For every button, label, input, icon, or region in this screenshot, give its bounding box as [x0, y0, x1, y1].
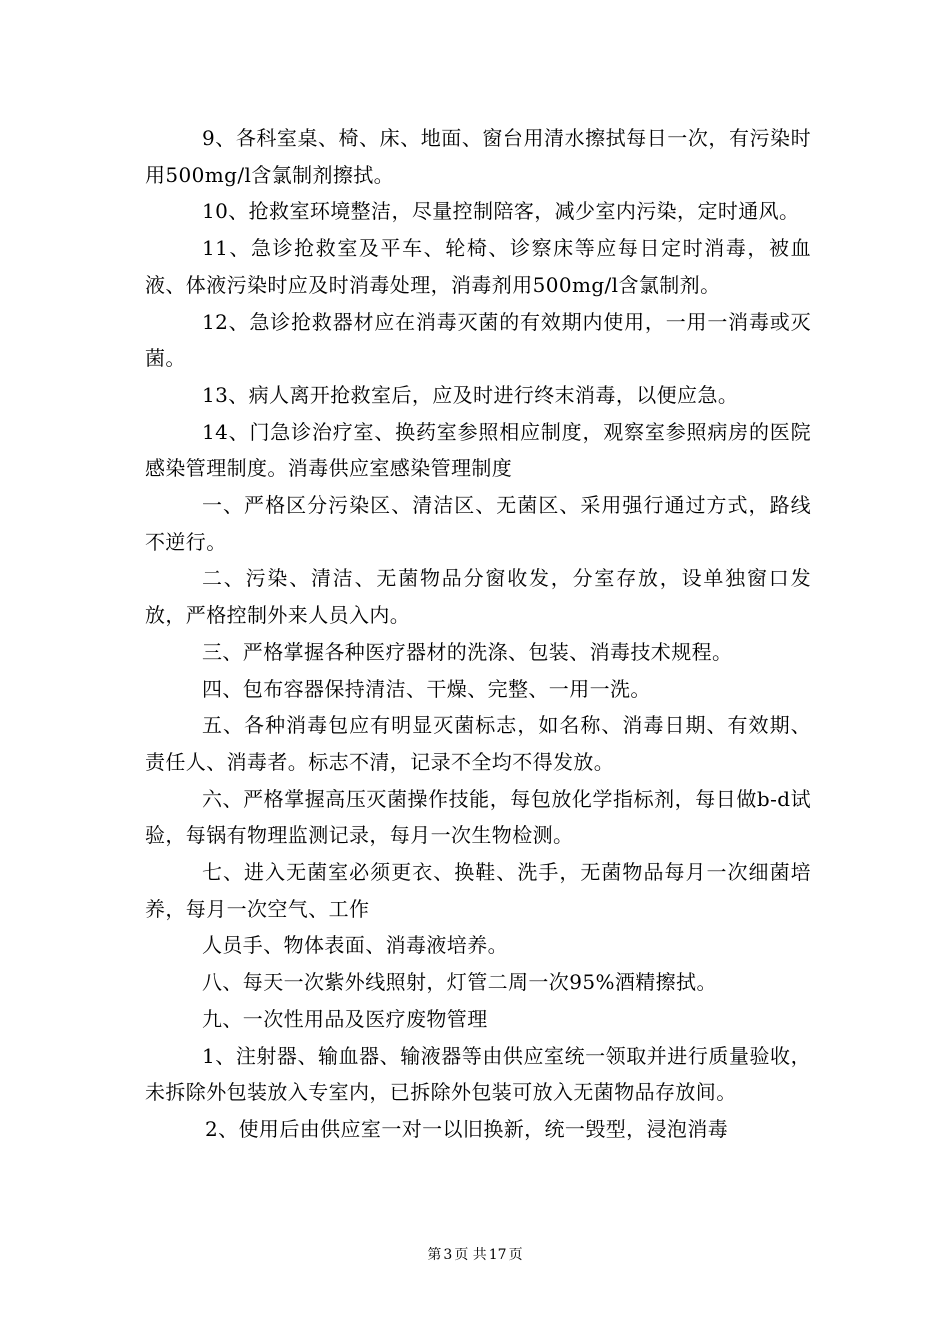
paragraph-nine-item-1: 1、注射器、输血器、输液器等由供应室统一领取并进行质量验收，未拆除外包装放入专室内，已拆除外包装可放入无菌物品存放间。	[145, 1043, 811, 1105]
paragraph-four: 四、包布容器保持清洁、干燥、完整、一用一洗。	[202, 676, 651, 701]
paragraph-13: 13、病人离开抢救室后，应及时进行终末消毒，以便应急。	[202, 382, 739, 407]
document-body	[145, 120, 811, 1148]
paragraph-11: 11、急诊抢救室及平车、轮椅、诊察床等应每日定时消毒，被血液、体液污染时应及时消毒处理，消毒剂用500mg/l含氯制剂。	[145, 236, 811, 297]
paragraph-nine-item-2: 2、使用后由供应室一对一以旧换新，统一毁型，浸泡消毒	[205, 1116, 729, 1141]
paragraph-eight: 八、每天一次紫外线照射，灯管二周一次95%酒精擦拭。	[202, 970, 717, 995]
paragraph-six: 六、严格掌握高压灭菌操作技能，每包放化学指标剂，每日做b-d试验，每锅有物理监测记录，每月一次生物检测。	[145, 786, 811, 848]
page-footer	[0, 1246, 950, 1264]
paragraph-nine-heading: 九、一次性用品及医疗废物管理	[202, 1006, 488, 1031]
footer-suffix: 页	[508, 1247, 523, 1263]
paragraph-seven-continued: 人员手、物体表面、消毒液培养。	[202, 933, 508, 958]
paragraph-three: 三、严格掌握各种医疗器材的洗涤、包装、消毒技术规程。	[202, 639, 733, 664]
paragraph-14: 14、门急诊治疗室、换药室参照相应制度，观察室参照病房的医院感染管理制度。消毒供应室感染管理制度	[145, 419, 811, 481]
footer-current-page: 3	[443, 1247, 453, 1263]
paragraph-one: 一、严格区分污染区、清洁区、无菌区、采用强行通过方式，路线不逆行。	[145, 493, 811, 554]
footer-total-pages: 17	[488, 1247, 507, 1263]
paragraph-seven: 七、进入无菌室必须更衣、换鞋、洗手，无菌物品每月一次细菌培养，每月一次空气、工作	[145, 860, 811, 921]
paragraph-9: 9、各科室桌、椅、床、地面、窗台用清水擦拭每日一次，有污染时用500mg/l含氯制剂擦拭。	[145, 126, 811, 187]
paragraph-12: 12、急诊抢救器材应在消毒灭菌的有效期内使用，一用一消毒或灭菌。	[145, 309, 811, 371]
footer-prefix: 第	[427, 1247, 442, 1263]
paragraph-10: 10、抢救室环境整洁，尽量控制陪客，减少室内污染，定时通风。	[202, 199, 800, 224]
paragraph-two: 二、污染、清洁、无菌物品分窗收发，分室存放，设单独窗口发放，严格控制外来人员入内。	[145, 566, 811, 628]
paragraph-five: 五、各种消毒包应有明显灭菌标志，如名称、消毒日期、有效期、责任人、消毒者。标志不清，记录不全均不得发放。	[145, 713, 811, 774]
footer-middle: 页 共	[454, 1247, 487, 1263]
